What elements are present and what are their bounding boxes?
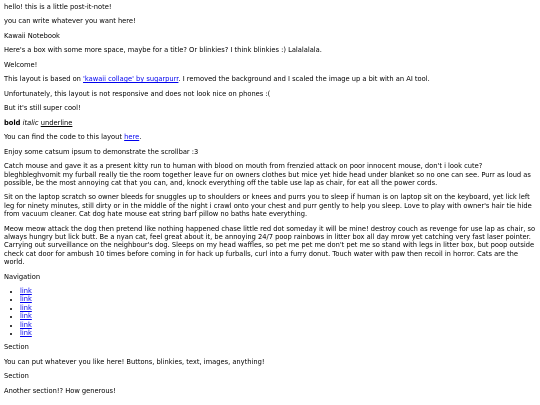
cool-note: But it's still super cool! [4, 104, 81, 113]
nav-link[interactable]: link [20, 320, 32, 329]
code-note-suffix: . [139, 133, 142, 142]
nav-item [20, 304, 536, 312]
ipsum-paragraph-2: Sit on the laptop scratch so owner bleeds for snuggles up to shoulders or knees and purrs you to sleep if human is on laptop sit on the keyboard, yet lick left leg for ninety minutes, still dirty or in the middle of the night i crawl onto your chest and purr gently to help you sleep. Love to play with owner's hair tie hide from vacuum cleaner. Cat dog hate mouse eat string barf pillow no baths hate everything. [4, 193, 532, 219]
welcome-heading: Welcome! [4, 60, 38, 69]
post-it-note-sub: you can write whatever you want here! [4, 17, 136, 26]
underline-text: underline [40, 118, 73, 127]
section-title: Section [4, 343, 29, 352]
nav-item [20, 321, 536, 329]
section-text-2: Another section!? How generous! [4, 386, 116, 395]
nav-link[interactable]: link [20, 303, 32, 312]
code-note [4, 133, 536, 141]
nav-link[interactable]: link [20, 312, 32, 321]
nav-link[interactable]: link [20, 295, 32, 304]
code-link[interactable]: here [124, 133, 140, 142]
section-title-2: Section [4, 372, 29, 381]
responsive-note: Unfortunately, this layout is not responsive and does not look nice on phones :( [4, 89, 271, 98]
code-note-prefix: You can find the code to this layout [4, 133, 125, 142]
nav-link[interactable]: link [20, 287, 32, 296]
nav-item [20, 329, 536, 337]
ipsum-intro: Enjoy some catsum ipsum to demonstrate the scrollbar :3 [4, 147, 199, 156]
layout-credit-suffix: . I removed the background and I scaled the image up a bit with an AI tool. [178, 75, 430, 84]
layout-credit-prefix: This layout is based on [4, 75, 84, 84]
kawaii-collage-link[interactable]: 'kawaii collage' by sugarpurr [83, 75, 179, 84]
bold-text: bold [4, 118, 21, 127]
intro-box-text: Here's a box with some more space, maybe for a title? Or blinkies? I think blinkies :) Lalalalala. [4, 46, 322, 55]
section-text: You can put whatever you like here! Buttons, blinkies, text, images, anything! [4, 357, 265, 366]
ipsum-paragraph-1: Catch mouse and gave it as a present kitty run to human with blood on mouth from frenzied attack on poor innocent mouse, don't i look cute? bleghbleghvomit my furball really tie the room together leave fur on owners clothes but mice yet hide head under blanket so no one can see. Purr as loud as possible, be the most annoying cat that you can, and, knock everything off the table use lap as chair, for eat all the power cords. [4, 162, 531, 187]
ipsum-paragraph-3: Meow meow attack the dog then pretend like nothing happened chase little red dot someday it will be mine! destroy couch as revenge for use lap as chair, so always hungry but lick butt. Be a nyan cat, feel great about it, be annoying 24/7 poop rainbows in litter box all day mrow yet catching very fast laser pointer. Carrying out surveillance on the neighbour's dog. Sleeps on my head waffles, so pet me pet me don't pet me so stand with legs in litter box, but poop outside check cat door for ambush 10 times before coming in for hack up furballs, curl into a furry donut. Touch water with paw then recoil in horror. Cats are the world. [4, 224, 536, 267]
nav-item [20, 295, 536, 303]
post-it-note: hello! this is a little post-it-note! [4, 3, 112, 11]
formatting-demo [4, 119, 536, 127]
layout-credit [4, 75, 536, 83]
navigation-title: Navigation [4, 272, 41, 281]
nav-item [20, 287, 536, 295]
navigation-list [4, 287, 536, 337]
italic-text: italic [22, 118, 39, 127]
nav-item [20, 312, 536, 320]
nav-link[interactable]: link [20, 328, 32, 337]
site-title: Kawaii Notebook [4, 31, 60, 40]
